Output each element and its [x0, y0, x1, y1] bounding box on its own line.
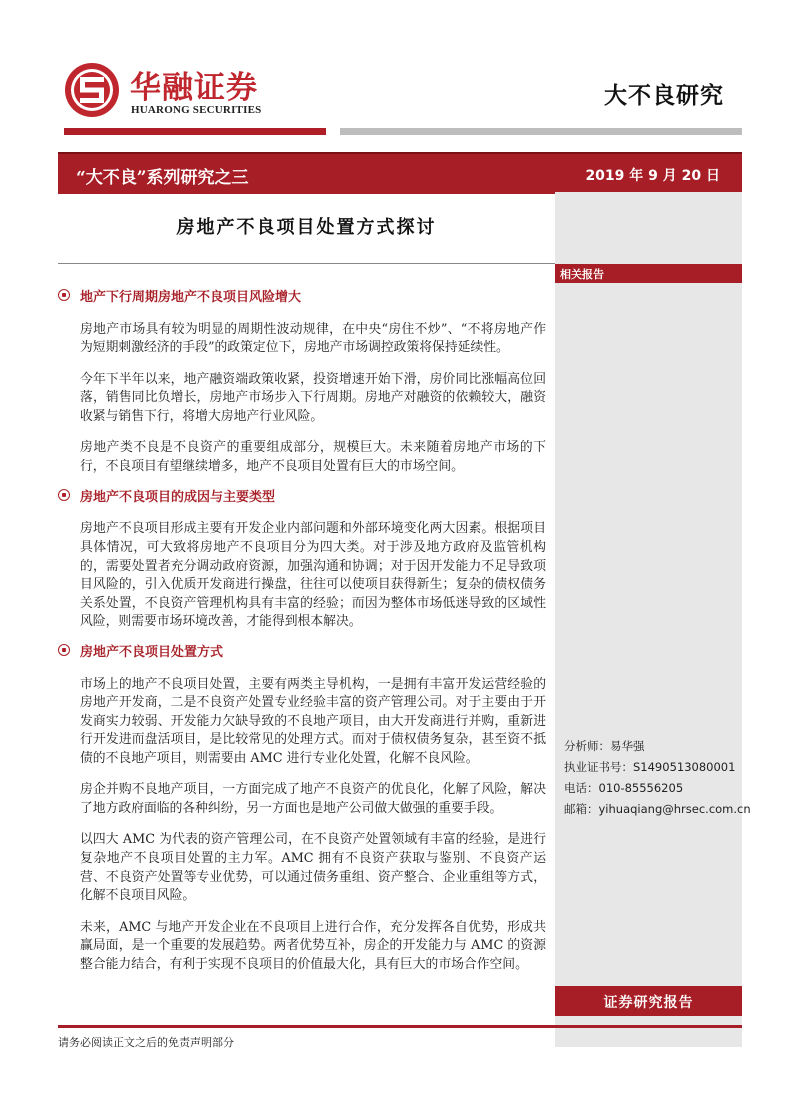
report-type-label: 证券研究报告: [603, 995, 694, 1011]
footer-divider: [58, 1025, 742, 1028]
section-bullet-icon: [58, 644, 70, 656]
section-title: 地产下行周期房地产不良项目风险增大: [80, 290, 302, 305]
section-bullet-icon: [58, 289, 70, 301]
analyst-license: 执业证书号：S1490513080001: [564, 760, 736, 774]
series-subtitle: “大不良”系列研究之三: [76, 168, 249, 188]
brand-name-cn: 华融证券: [130, 70, 258, 106]
section-title: 房地产不良项目处置方式: [80, 644, 224, 660]
section-heading: [58, 486, 546, 508]
header-divider-red: [64, 128, 326, 135]
title-banner: [58, 152, 742, 194]
analyst-email: 邮箱：yihuaqiang@hrsec.com.cn: [564, 802, 751, 816]
paragraph: 以四大 AMC 为代表的资产管理公司，在不良资产处置领域有丰富的经验，是进行复杂地产不良项目处置的主力军。AMC 拥有不良资产获取与鉴别、不良资产运营、不良资产处置等专业优势，可以通过债务重组、资产整合、企业重组等方式，化解不良项目风险。: [80, 832, 546, 904]
title-divider: [58, 263, 555, 264]
paragraph: 今年下半年以来，地产融资端政策收紧，投资增速开始下滑，房价同比涨幅高位回落，销售同比负增长，房地产市场步入下行周期。房地产对融资的依赖较大，融资收紧与销售下行，将增大房地产行业风险。: [80, 371, 546, 424]
section-heading: [58, 286, 546, 308]
disclaimer-note: 请务必阅读正文之后的免责声明部分: [58, 1036, 234, 1049]
document-title: 房地产不良项目处置方式探讨: [176, 217, 437, 238]
paragraph: 房地产不良项目形成主要有开发企业内部问题和外部环境变化两大因素。根据项目具体情况，可大致将房地产不良项目分为四大类。对于涉及地方政府及监管机构的，需要处置者充分调动政府资源，加强沟通和协调；对于因开发能力不足导致项目风险的，引入优质开发商进行操盘，往往可以使项目获得新生；复杂的债权债务关系处置，不良资产管理机构具有丰富的经验；而因为整体市场低迷导致的区域性风险，则需要市场环境改善，才能得到根本解决。: [80, 521, 546, 630]
paragraph: 房地产类不良是不良资产的重要组成部分，规模巨大。未来随着房地产市场的下行，不良项目有望继续增多，地产不良项目处置有巨大的市场空间。: [80, 440, 546, 474]
report-date: 2019 年 9 月 20 日: [585, 168, 720, 184]
analyst-phone: 电话：010-85556205: [564, 781, 684, 795]
paragraph: 房地产市场具有较为明显的周期性波动规律，在中央“房住不炒”、“不将房地产作为短期刺激经济的手段”的政策定位下，房地产市场调控政策将保持延续性。: [80, 321, 546, 356]
brand-name-en: HUARONG SECURITIES: [131, 104, 262, 116]
section-heading: [58, 641, 546, 663]
analyst-name: 分析师：易华强: [564, 739, 645, 753]
huarong-logo-icon: [64, 62, 120, 118]
related-reports-header: [555, 264, 742, 283]
paragraph: 房企并购不良地产项目，一方面完成了地产不良资产的优良化，化解了风险，解决了地方政府面临的各种纠纷，另一方面也是地产公司做大做强的重要手段。: [80, 782, 546, 817]
analyst-info: [564, 736, 751, 820]
section-title: 房地产不良项目的成因与主要类型: [80, 489, 276, 505]
related-reports-label: 相关报告: [560, 268, 604, 281]
series-label: 大不良研究: [604, 83, 724, 109]
sidebar: [555, 192, 742, 1047]
main-content: [58, 282, 546, 983]
header-divider-gray: [340, 128, 742, 135]
section-bullet-icon: [58, 489, 70, 501]
paragraph: 市场上的地产不良项目处置，主要有两类主导机构，一是拥有丰富开发运营经验的房地产开发商，二是不良资产处置专业经验丰富的资产管理公司。对于主要由于开发商实力较弱、开发能力欠缺导致的不良地产项目，由大开发商进行并购，重新进行开发进而盘活项目，是比较常见的处理方式。而对于债权债务复杂，甚至资不抵债的不良地产项目，则需要由 AMC 进行专业化处置，化解不良风险。: [80, 676, 546, 767]
paragraph: 未来，AMC 与地产开发企业在不良项目上进行合作，充分发挥各自优势，形成共赢局面，是一个重要的发展趋势。两者优势互补，房企的开发能力与 AMC 的资源整合能力结合，有利于实现不良项目的价值最大化，具有巨大的市场合作空间。: [80, 919, 546, 972]
report-type-tag: [555, 986, 742, 1016]
